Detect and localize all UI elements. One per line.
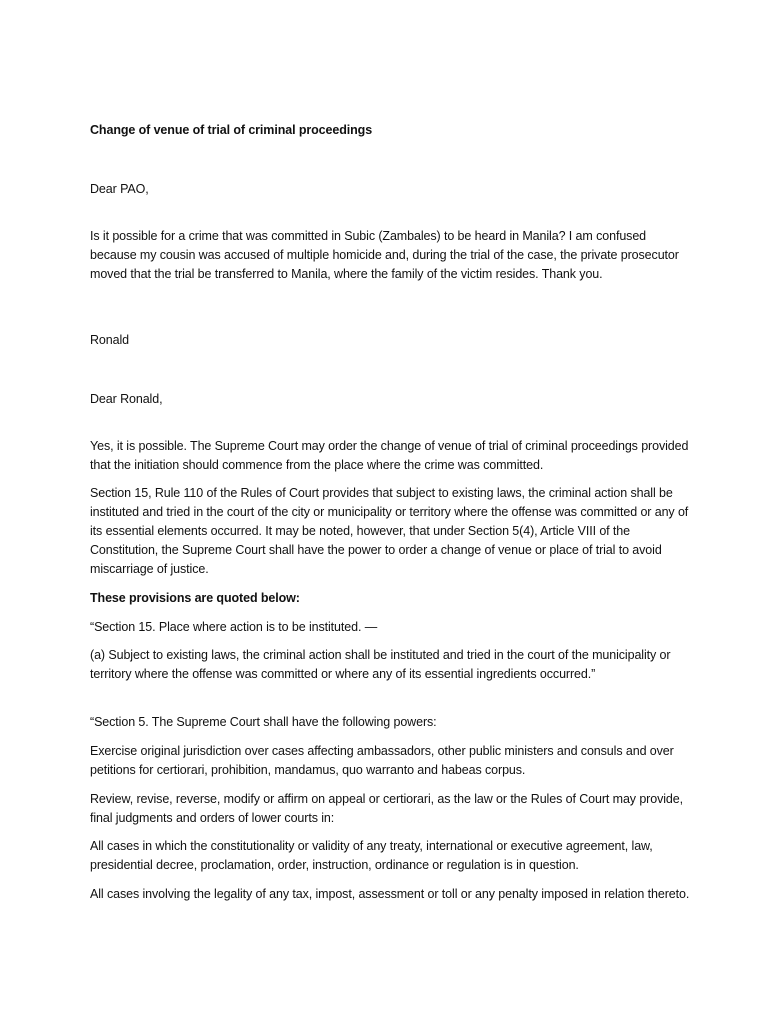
section-15-heading: “Section 15. Place where action is to be instituted. — [90,620,378,634]
provisions-heading: These provisions are quoted below: [90,591,300,605]
salutation-ronald: Dear Ronald, [90,392,163,406]
salutation-pao: Dear PAO, [90,182,149,196]
signature-ronald: Ronald [90,333,130,347]
answer-intro-paragraph: Yes, it is possible. The Supreme Court may order the change of venue of trial of criminal proceedings provided that the initiation should commence from the place where the crime was committed. [90,439,689,472]
section-5-paragraph-3: All cases in which the constitutionality or validity of any treaty, international or executive agreement, law, presidential decree, proclamation, order, instruction, ordinance or regulation is in question. [90,839,653,872]
section-5-paragraph-4: All cases involving the legality of any tax, impost, assessment or toll or any penalty imposed in relation thereto. [90,887,690,901]
question-paragraph: Is it possible for a crime that was committed in Subic (Zambales) to be heard in Manila? I am confused because my cousin was accused of multiple homicide and, during the trial of the case, the private prosecutor moved that the trial be transferred to Manila, where the family of the victim resides. Thank you. [90,229,679,281]
answer-rule-paragraph: Section 15, Rule 110 of the Rules of Court provides that subject to existing laws, the criminal action shall be instituted and tried in the court of the city or municipality or territory where the offense was committed or any of its essential elements occurred. It may be noted, however, that under Section 5(4), Article VIII of the Constitution, the Supreme Court shall have the power to order a change of venue or place of trial to avoid miscarriage of justice. [90,486,689,576]
section-15-a-paragraph: (a) Subject to existing laws, the criminal action shall be instituted and tried in the court of the municipality or territory where the offense was committed or where any of its essential ingredients occurred.” [90,648,671,681]
document-title: Change of venue of trial of criminal proceedings [90,123,373,137]
section-5-paragraph-2: Review, revise, reverse, modify or affirm on appeal or certiorari, as the law or the Rules of Court may provide, final judgments and orders of lower courts in: [90,792,683,825]
section-5-heading: “Section 5. The Supreme Court shall have the following powers: [90,715,437,729]
section-5-paragraph-1: Exercise original jurisdiction over cases affecting ambassadors, other public ministers and consuls and over petitions for certiorari, prohibition, mandamus, quo warranto and habeas corpus. [90,744,674,777]
